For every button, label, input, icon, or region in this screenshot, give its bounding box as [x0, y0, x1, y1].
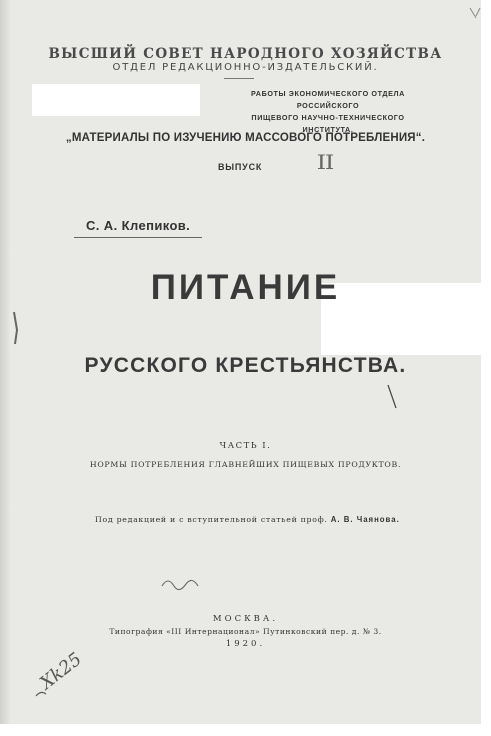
pencil-scribble [162, 580, 198, 589]
part-label: ЧАСТЬ I. [219, 441, 272, 451]
binding-speckle [14, 312, 17, 344]
handwritten-shelfmark: Xk25 [36, 648, 86, 694]
part-subtitle: НОРМЫ ПОТРЕБЛЕНИЯ ГЛАВНЕЙШИХ ПИЩЕВЫХ ПРОДУКТОВ. [89, 460, 402, 469]
series-title: „МАТЕРИАЛЫ ПО ИЗУЧЕНИЮ МАССОВОГО ПОТРЕБЛЕНИЯ“. [65, 132, 426, 144]
book-title: ПИТАНИЕ [150, 268, 341, 307]
publisher-department: ОТДЕЛ РЕДАКЦИОННО-ИЗДАТЕЛЬСКИЙ. [112, 62, 379, 73]
editor-name: А. В. Чаянова. [330, 515, 400, 524]
issue-number-handwritten: II [316, 150, 334, 174]
issue-label: ВЫПУСК [218, 162, 263, 172]
book-subtitle: РУССКОГО КРЕСТЬЯНСТВА. [84, 354, 407, 377]
institute-works-line-2: ПИЩЕВОГО НАУЧНО-ТЕХНИЧЕСКОГО ИНСТИТУТА. [251, 113, 405, 134]
imprint-city: МОСКВА. [212, 614, 279, 624]
imprint-printer: Типография «III Интернационал» Путинковский пер. д. № 3. [109, 627, 382, 636]
shelfmark-underline [36, 692, 46, 696]
editor-prefix: Под редакцией и с вступительной статьей проф. [95, 515, 328, 524]
author-name: С. А. Клепиков. [86, 218, 191, 233]
publisher-council: ВЫСШИЙ СОВЕТ НАРОДНОГО ХОЗЯЙСТВА [48, 46, 443, 62]
institute-works-line-1: РАБОТЫ ЭКОНОМИЧЕСКОГО ОТДЕЛА РОССИЙСКОГО [251, 89, 405, 110]
pencil-tick-top-right [470, 8, 480, 18]
pencil-stroke [388, 385, 396, 408]
imprint-year: 1920. [225, 639, 266, 649]
